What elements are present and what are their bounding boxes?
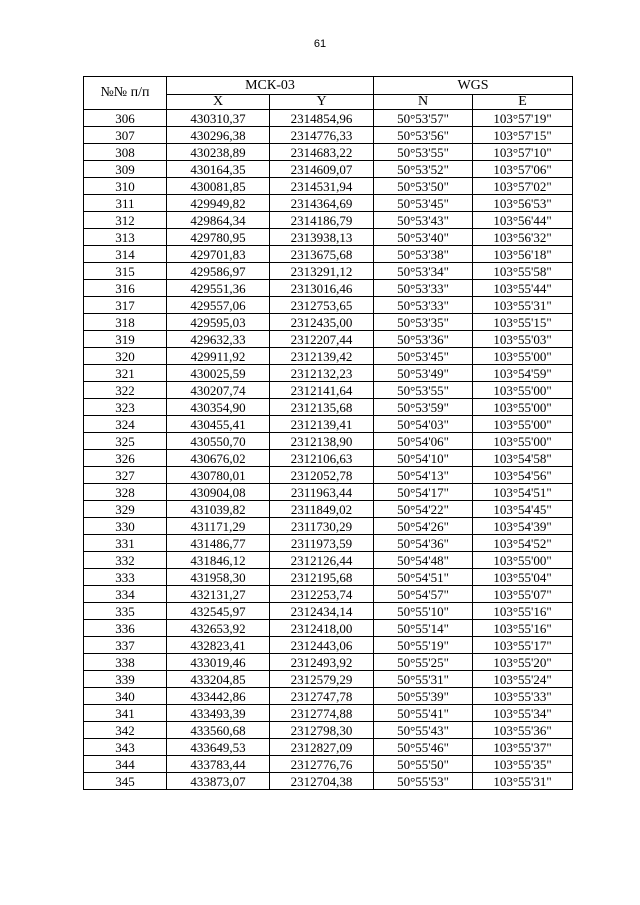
cell-e: 103°56'18" xyxy=(473,246,573,263)
cell-e: 103°54'45" xyxy=(473,501,573,518)
cell-number: 322 xyxy=(84,382,167,399)
cell-number: 329 xyxy=(84,501,167,518)
cell-n: 50°54'13" xyxy=(374,467,473,484)
cell-y: 2313291,12 xyxy=(270,263,374,280)
cell-y: 2311963,44 xyxy=(270,484,374,501)
cell-e: 103°55'00" xyxy=(473,382,573,399)
header-group-msk: МСК-03 xyxy=(167,77,374,95)
cell-e: 103°55'35" xyxy=(473,756,573,773)
table-row xyxy=(84,535,573,552)
table-row xyxy=(84,144,573,161)
cell-n: 50°53'52" xyxy=(374,161,473,178)
cell-n: 50°55'31" xyxy=(374,671,473,688)
table-row xyxy=(84,637,573,654)
cell-e: 103°57'10" xyxy=(473,144,573,161)
cell-y: 2314531,94 xyxy=(270,178,374,195)
cell-y: 2312798,30 xyxy=(270,722,374,739)
table-row xyxy=(84,671,573,688)
cell-n: 50°53'33" xyxy=(374,297,473,314)
cell-number: 315 xyxy=(84,263,167,280)
cell-number: 320 xyxy=(84,348,167,365)
cell-x: 433019,46 xyxy=(167,654,270,671)
cell-number: 334 xyxy=(84,586,167,603)
cell-n: 50°55'19" xyxy=(374,637,473,654)
cell-x: 430296,38 xyxy=(167,127,270,144)
table-row xyxy=(84,620,573,637)
cell-number: 336 xyxy=(84,620,167,637)
cell-n: 50°53'35" xyxy=(374,314,473,331)
cell-number: 338 xyxy=(84,654,167,671)
table-row xyxy=(84,246,573,263)
cell-n: 50°55'41" xyxy=(374,705,473,722)
cell-n: 50°55'43" xyxy=(374,722,473,739)
cell-number: 307 xyxy=(84,127,167,144)
cell-x: 433560,68 xyxy=(167,722,270,739)
cell-number: 335 xyxy=(84,603,167,620)
table-row xyxy=(84,127,573,144)
table-row xyxy=(84,569,573,586)
cell-y: 2312138,90 xyxy=(270,433,374,450)
cell-y: 2312052,78 xyxy=(270,467,374,484)
cell-x: 429632,33 xyxy=(167,331,270,348)
cell-x: 429780,95 xyxy=(167,229,270,246)
cell-n: 50°55'39" xyxy=(374,688,473,705)
cell-n: 50°53'38" xyxy=(374,246,473,263)
cell-x: 433493,39 xyxy=(167,705,270,722)
cell-number: 343 xyxy=(84,739,167,756)
cell-number: 325 xyxy=(84,433,167,450)
cell-x: 431486,77 xyxy=(167,535,270,552)
table-header xyxy=(84,77,573,110)
cell-number: 319 xyxy=(84,331,167,348)
table-row xyxy=(84,195,573,212)
cell-x: 433783,44 xyxy=(167,756,270,773)
cell-e: 103°57'06" xyxy=(473,161,573,178)
table-row xyxy=(84,484,573,501)
cell-y: 2312434,14 xyxy=(270,603,374,620)
cell-e: 103°55'33" xyxy=(473,688,573,705)
cell-n: 50°53'40" xyxy=(374,229,473,246)
cell-y: 2311730,29 xyxy=(270,518,374,535)
cell-e: 103°57'02" xyxy=(473,178,573,195)
table-row xyxy=(84,365,573,382)
cell-n: 50°53'55" xyxy=(374,382,473,399)
cell-e: 103°55'04" xyxy=(473,569,573,586)
cell-y: 2312747,78 xyxy=(270,688,374,705)
cell-x: 431171,29 xyxy=(167,518,270,535)
cell-x: 430025,59 xyxy=(167,365,270,382)
cell-x: 429586,97 xyxy=(167,263,270,280)
cell-n: 50°53'34" xyxy=(374,263,473,280)
table-row xyxy=(84,739,573,756)
cell-e: 103°54'59" xyxy=(473,365,573,382)
cell-x: 433204,85 xyxy=(167,671,270,688)
cell-y: 2312827,09 xyxy=(270,739,374,756)
cell-n: 50°53'50" xyxy=(374,178,473,195)
cell-y: 2312132,23 xyxy=(270,365,374,382)
table-row xyxy=(84,688,573,705)
cell-e: 103°55'17" xyxy=(473,637,573,654)
cell-x: 430455,41 xyxy=(167,416,270,433)
cell-x: 433873,07 xyxy=(167,773,270,790)
cell-n: 50°54'03" xyxy=(374,416,473,433)
cell-x: 430550,70 xyxy=(167,433,270,450)
table-row xyxy=(84,773,573,790)
cell-x: 432653,92 xyxy=(167,620,270,637)
cell-n: 50°54'51" xyxy=(374,569,473,586)
cell-x: 430238,89 xyxy=(167,144,270,161)
cell-number: 321 xyxy=(84,365,167,382)
cell-number: 337 xyxy=(84,637,167,654)
cell-number: 312 xyxy=(84,212,167,229)
cell-n: 50°53'33" xyxy=(374,280,473,297)
cell-number: 342 xyxy=(84,722,167,739)
cell-number: 316 xyxy=(84,280,167,297)
cell-e: 103°56'44" xyxy=(473,212,573,229)
cell-e: 103°55'15" xyxy=(473,314,573,331)
cell-number: 323 xyxy=(84,399,167,416)
cell-e: 103°55'24" xyxy=(473,671,573,688)
table-row xyxy=(84,722,573,739)
cell-n: 50°53'43" xyxy=(374,212,473,229)
cell-e: 103°55'00" xyxy=(473,552,573,569)
cell-y: 2311849,02 xyxy=(270,501,374,518)
table-row xyxy=(84,586,573,603)
table-row xyxy=(84,178,573,195)
cell-e: 103°55'31" xyxy=(473,773,573,790)
cell-n: 50°55'10" xyxy=(374,603,473,620)
cell-x: 432545,97 xyxy=(167,603,270,620)
cell-number: 314 xyxy=(84,246,167,263)
cell-y: 2314683,22 xyxy=(270,144,374,161)
cell-x: 430207,74 xyxy=(167,382,270,399)
cell-e: 103°55'16" xyxy=(473,603,573,620)
cell-number: 328 xyxy=(84,484,167,501)
table-row xyxy=(84,331,573,348)
cell-number: 340 xyxy=(84,688,167,705)
cell-e: 103°55'00" xyxy=(473,399,573,416)
cell-number: 330 xyxy=(84,518,167,535)
cell-e: 103°55'58" xyxy=(473,263,573,280)
cell-x: 433649,53 xyxy=(167,739,270,756)
cell-e: 103°55'16" xyxy=(473,620,573,637)
cell-n: 50°53'57" xyxy=(374,110,473,127)
cell-y: 2312139,41 xyxy=(270,416,374,433)
cell-n: 50°55'14" xyxy=(374,620,473,637)
header-number: №№ п/п xyxy=(84,77,167,110)
cell-n: 50°55'53" xyxy=(374,773,473,790)
cell-n: 50°54'22" xyxy=(374,501,473,518)
cell-number: 339 xyxy=(84,671,167,688)
cell-number: 308 xyxy=(84,144,167,161)
cell-y: 2312106,63 xyxy=(270,450,374,467)
cell-n: 50°55'50" xyxy=(374,756,473,773)
cell-number: 317 xyxy=(84,297,167,314)
cell-y: 2312135,68 xyxy=(270,399,374,416)
cell-n: 50°55'25" xyxy=(374,654,473,671)
cell-y: 2312776,76 xyxy=(270,756,374,773)
table-row xyxy=(84,501,573,518)
cell-x: 431039,82 xyxy=(167,501,270,518)
cell-e: 103°55'44" xyxy=(473,280,573,297)
table-row xyxy=(84,263,573,280)
cell-x: 432131,27 xyxy=(167,586,270,603)
cell-e: 103°54'51" xyxy=(473,484,573,501)
cell-number: 309 xyxy=(84,161,167,178)
cell-n: 50°54'26" xyxy=(374,518,473,535)
cell-x: 429949,82 xyxy=(167,195,270,212)
coordinates-table xyxy=(83,76,573,790)
cell-e: 103°55'00" xyxy=(473,433,573,450)
cell-e: 103°55'31" xyxy=(473,297,573,314)
cell-n: 50°54'48" xyxy=(374,552,473,569)
cell-e: 103°55'36" xyxy=(473,722,573,739)
table-row xyxy=(84,603,573,620)
cell-x: 431958,30 xyxy=(167,569,270,586)
cell-number: 331 xyxy=(84,535,167,552)
cell-e: 103°56'32" xyxy=(473,229,573,246)
table-row xyxy=(84,705,573,722)
cell-e: 103°55'00" xyxy=(473,348,573,365)
cell-n: 50°53'49" xyxy=(374,365,473,382)
cell-y: 2311973,59 xyxy=(270,535,374,552)
cell-n: 50°54'57" xyxy=(374,586,473,603)
cell-n: 50°53'36" xyxy=(374,331,473,348)
cell-y: 2312435,00 xyxy=(270,314,374,331)
cell-e: 103°54'39" xyxy=(473,518,573,535)
cell-e: 103°56'53" xyxy=(473,195,573,212)
cell-x: 430904,08 xyxy=(167,484,270,501)
cell-n: 50°54'06" xyxy=(374,433,473,450)
cell-e: 103°54'56" xyxy=(473,467,573,484)
cell-y: 2312195,68 xyxy=(270,569,374,586)
cell-number: 318 xyxy=(84,314,167,331)
cell-number: 341 xyxy=(84,705,167,722)
cell-n: 50°54'10" xyxy=(374,450,473,467)
cell-number: 327 xyxy=(84,467,167,484)
cell-y: 2312774,88 xyxy=(270,705,374,722)
table-row xyxy=(84,297,573,314)
table-row xyxy=(84,433,573,450)
table-row xyxy=(84,518,573,535)
table-row xyxy=(84,161,573,178)
cell-x: 430081,85 xyxy=(167,178,270,195)
cell-e: 103°54'52" xyxy=(473,535,573,552)
cell-y: 2312443,06 xyxy=(270,637,374,654)
cell-n: 50°53'56" xyxy=(374,127,473,144)
cell-x: 430164,35 xyxy=(167,161,270,178)
cell-x: 431846,12 xyxy=(167,552,270,569)
cell-number: 345 xyxy=(84,773,167,790)
cell-x: 430676,02 xyxy=(167,450,270,467)
cell-y: 2313938,13 xyxy=(270,229,374,246)
cell-x: 429701,83 xyxy=(167,246,270,263)
cell-e: 103°55'37" xyxy=(473,739,573,756)
cell-n: 50°54'36" xyxy=(374,535,473,552)
cell-x: 429911,92 xyxy=(167,348,270,365)
cell-n: 50°53'55" xyxy=(374,144,473,161)
cell-number: 306 xyxy=(84,110,167,127)
table-row xyxy=(84,756,573,773)
cell-n: 50°53'45" xyxy=(374,195,473,212)
table-body xyxy=(84,110,573,790)
cell-e: 103°57'19" xyxy=(473,110,573,127)
table-row xyxy=(84,229,573,246)
cell-y: 2314364,69 xyxy=(270,195,374,212)
cell-y: 2312418,00 xyxy=(270,620,374,637)
table-row xyxy=(84,467,573,484)
cell-n: 50°53'45" xyxy=(374,348,473,365)
cell-number: 326 xyxy=(84,450,167,467)
cell-y: 2312253,74 xyxy=(270,586,374,603)
cell-number: 313 xyxy=(84,229,167,246)
cell-n: 50°53'59" xyxy=(374,399,473,416)
cell-x: 429864,34 xyxy=(167,212,270,229)
page-number: 61 xyxy=(313,38,327,50)
cell-number: 324 xyxy=(84,416,167,433)
table-row xyxy=(84,314,573,331)
cell-y: 2314854,96 xyxy=(270,110,374,127)
cell-x: 433442,86 xyxy=(167,688,270,705)
cell-number: 310 xyxy=(84,178,167,195)
cell-e: 103°55'20" xyxy=(473,654,573,671)
cell-y: 2312753,65 xyxy=(270,297,374,314)
header-group-wgs: WGS xyxy=(374,77,573,95)
table-row xyxy=(84,382,573,399)
cell-n: 50°54'17" xyxy=(374,484,473,501)
table-row xyxy=(84,654,573,671)
cell-x: 432823,41 xyxy=(167,637,270,654)
cell-y: 2314186,79 xyxy=(270,212,374,229)
table-row xyxy=(84,552,573,569)
cell-e: 103°55'34" xyxy=(473,705,573,722)
header-y: Y xyxy=(270,95,374,110)
header-e: E xyxy=(473,95,573,110)
table-row xyxy=(84,348,573,365)
cell-y: 2313016,46 xyxy=(270,280,374,297)
cell-number: 333 xyxy=(84,569,167,586)
cell-x: 429557,06 xyxy=(167,297,270,314)
table-row xyxy=(84,212,573,229)
cell-x: 429551,36 xyxy=(167,280,270,297)
cell-y: 2313675,68 xyxy=(270,246,374,263)
table-row xyxy=(84,280,573,297)
cell-n: 50°55'46" xyxy=(374,739,473,756)
cell-x: 429595,03 xyxy=(167,314,270,331)
cell-e: 103°55'07" xyxy=(473,586,573,603)
cell-y: 2312141,64 xyxy=(270,382,374,399)
cell-y: 2312207,44 xyxy=(270,331,374,348)
cell-y: 2312126,44 xyxy=(270,552,374,569)
cell-x: 430310,37 xyxy=(167,110,270,127)
cell-y: 2312704,38 xyxy=(270,773,374,790)
table-row xyxy=(84,399,573,416)
cell-x: 430780,01 xyxy=(167,467,270,484)
cell-e: 103°57'15" xyxy=(473,127,573,144)
table-row xyxy=(84,450,573,467)
cell-number: 311 xyxy=(84,195,167,212)
cell-y: 2312139,42 xyxy=(270,348,374,365)
table-row xyxy=(84,110,573,127)
header-x: X xyxy=(167,95,270,110)
cell-y: 2314776,33 xyxy=(270,127,374,144)
cell-e: 103°54'58" xyxy=(473,450,573,467)
cell-y: 2312493,92 xyxy=(270,654,374,671)
cell-e: 103°55'00" xyxy=(473,416,573,433)
header-row-groups xyxy=(84,77,573,95)
cell-y: 2314609,07 xyxy=(270,161,374,178)
cell-number: 332 xyxy=(84,552,167,569)
table-row xyxy=(84,416,573,433)
cell-x: 430354,90 xyxy=(167,399,270,416)
cell-e: 103°55'03" xyxy=(473,331,573,348)
cell-number: 344 xyxy=(84,756,167,773)
header-n: N xyxy=(374,95,473,110)
cell-y: 2312579,29 xyxy=(270,671,374,688)
